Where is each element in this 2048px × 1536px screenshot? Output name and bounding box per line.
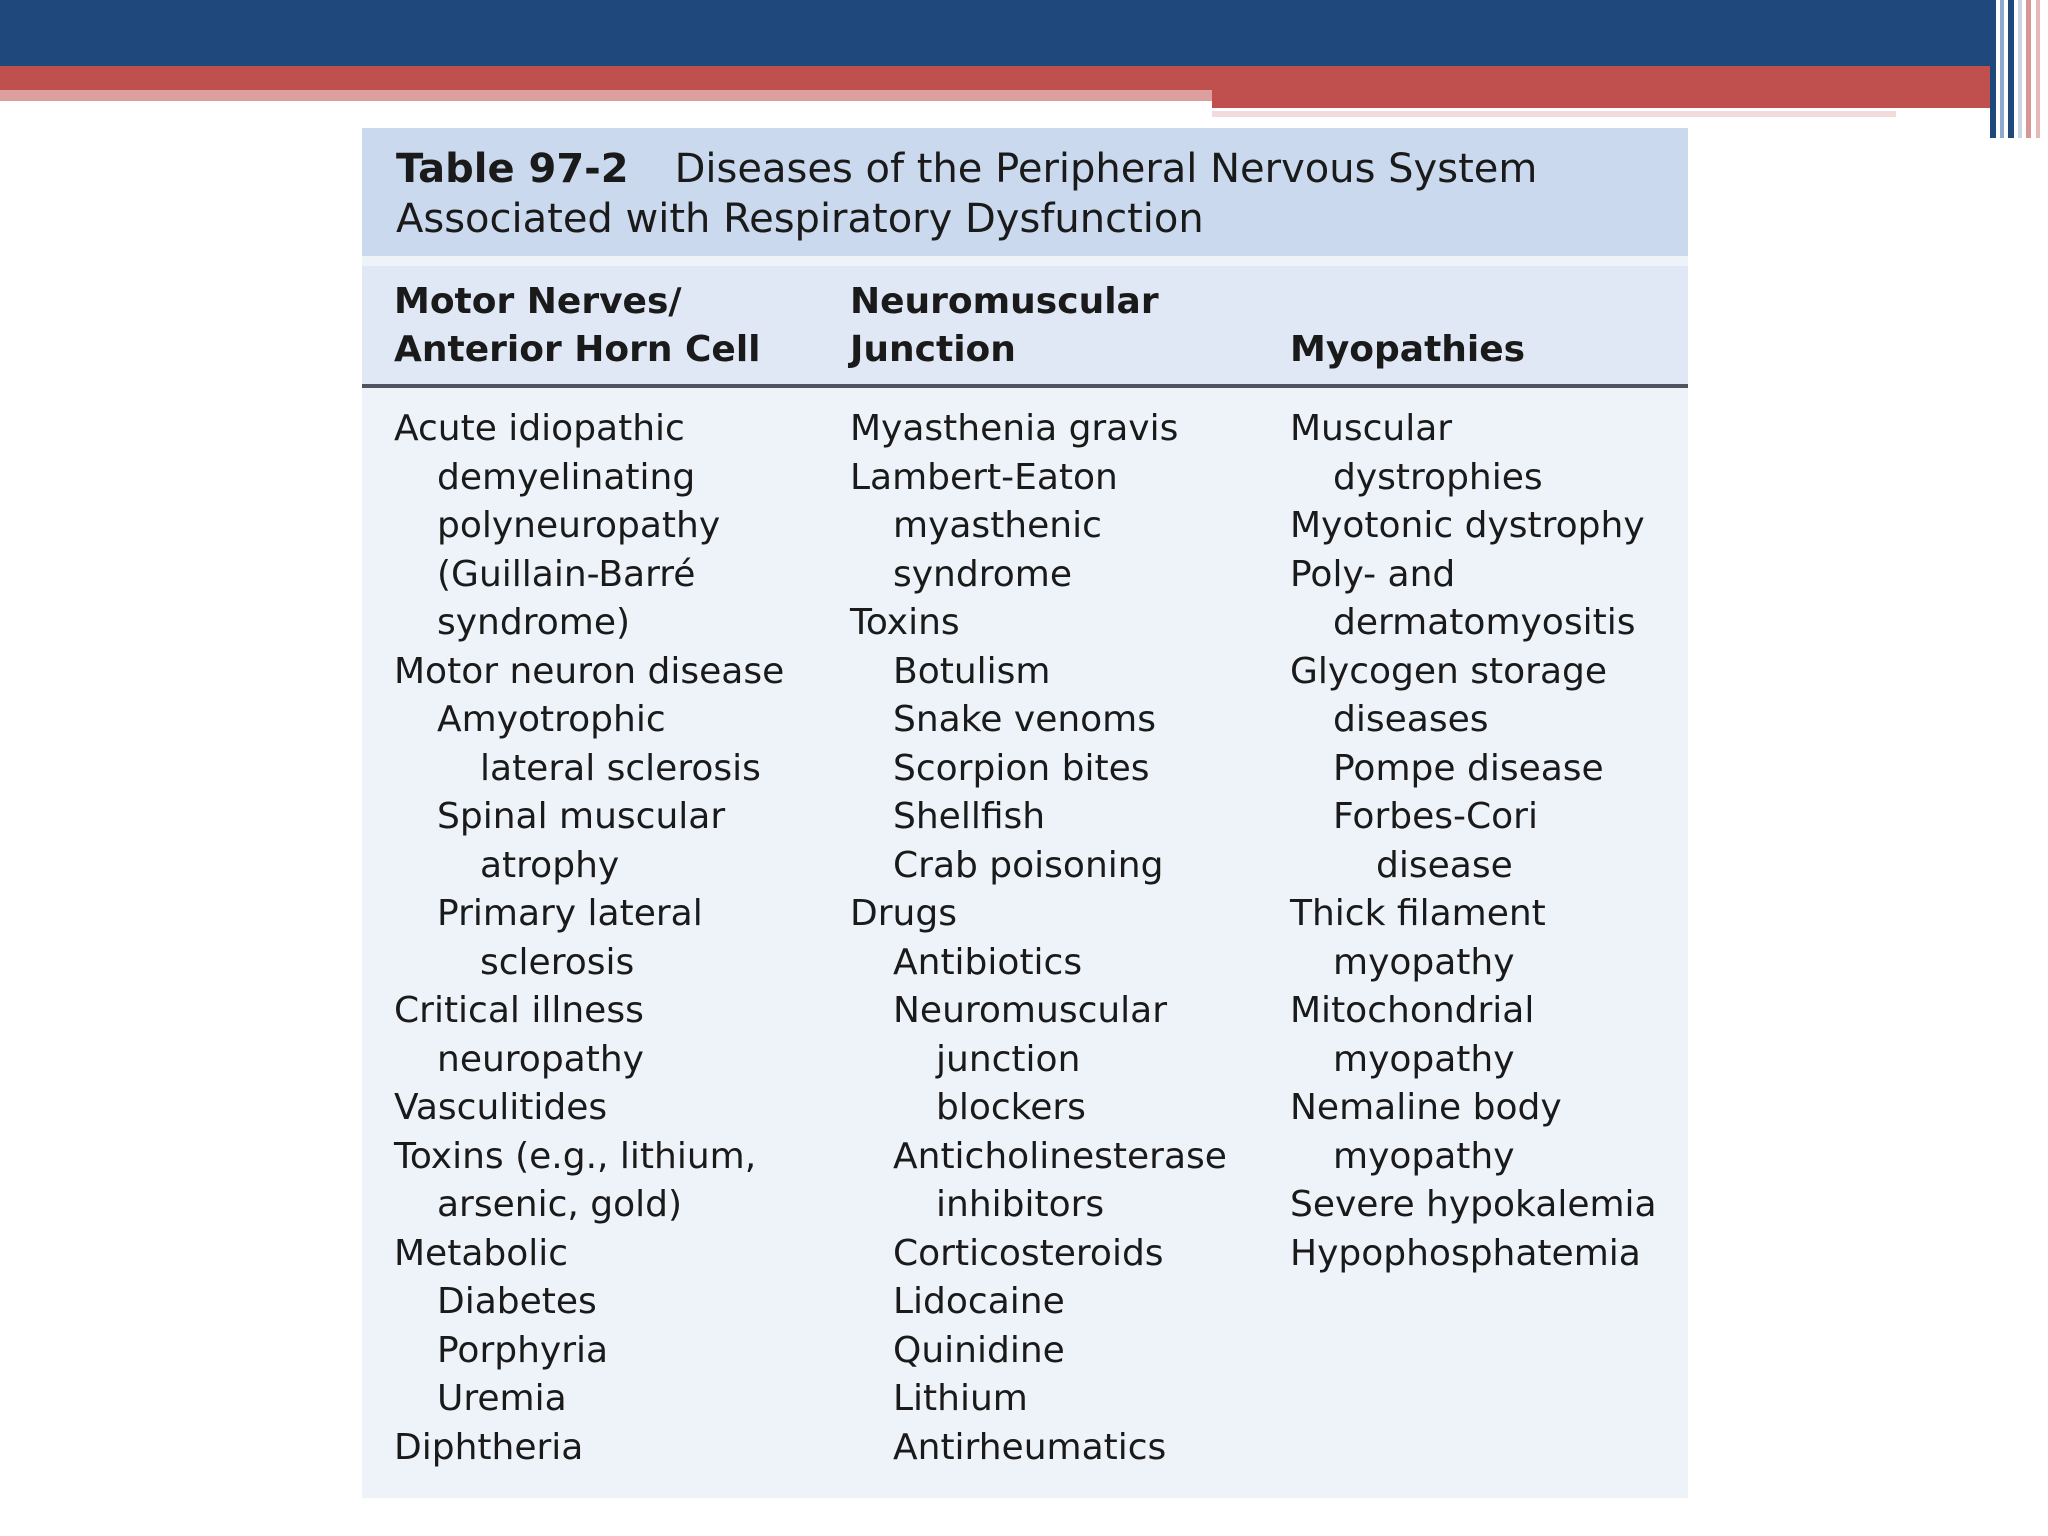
header-col-myopathies [1290,278,1525,374]
table-title-line-1 [396,144,1537,194]
table-cell-line: Amyotrophic [437,699,666,740]
header-col-neuromuscular [850,278,1159,374]
table-cell-line: Glycogen storage [1290,650,1608,692]
table-cell-line: polyneuropathy [437,505,721,546]
header-col-motor-nerves [394,278,761,374]
table-cell-line: Spinal muscular [437,796,726,837]
table-cell-line: Vasculitides [394,1087,608,1128]
table-cell-line: Shellfish [893,796,1046,837]
table-cell-line: Neuromuscular [893,990,1168,1031]
table-cell-line: Anticholinesterase [893,1135,1227,1177]
table-cell-line: Diabetes [437,1281,597,1322]
table-cell-line: Antibiotics [893,941,1083,983]
table-cell-line: Muscular [1290,408,1453,449]
table-cell-line: Antirheumatics [893,1426,1167,1468]
table-cell-line: Uremia [437,1378,567,1419]
header-bar-red-inner [0,90,1212,101]
header-col2-line2: Junction [850,329,1016,370]
header-col2-line1: Neuromuscular [850,281,1159,322]
table-cell-line: Hypophosphatemia [1290,1232,1641,1274]
table-cell-line: Severe hypokalemia [1290,1184,1657,1225]
header-col1-line1: Motor Nerves/ [394,281,682,322]
table-cell-line: Motor neuron disease [394,650,785,692]
column-neuromuscular [850,405,1227,1472]
table-cell-line: Thick filament [1290,893,1546,934]
table-title-text-1: Diseases of the Peripheral Nervous System [674,146,1538,192]
table-cell-line: Primary lateral [437,893,703,934]
header-bar-blue [0,0,1990,66]
table-number: Table 97-2 [396,146,629,192]
header-bar-red [0,66,1990,90]
header-bar-red-right [1212,90,1990,108]
table-title-line-2: Associated with Respiratory Dysfunction [396,196,1204,242]
table-cell-line: Drugs [850,893,957,934]
table-cell-line: syndrome [893,553,1072,595]
table-cell-line: Lambert-Eaton [850,456,1118,498]
table-cell-line: Porphyria [437,1329,609,1371]
table-cell-line: Toxins [850,602,960,643]
table-cell-line: Acute idiopathic [394,408,685,449]
table-cell-line: Myasthenia gravis [850,408,1179,449]
table-header-row [362,266,1688,388]
table-cell-line: Nemaline body [1290,1087,1562,1128]
column-motor-nerves [394,405,784,1472]
table-cell-line: demyelinating [437,456,696,498]
table-cell-line: Mitochondrial [1290,990,1535,1031]
table-cell-line: Pompe disease [1333,747,1604,789]
column-myopathies [1290,405,1657,1278]
table-cell-line: dystrophies [1333,456,1543,498]
table-cell-line: myopathy [1333,1038,1515,1080]
table-cell-line: inhibitors [936,1184,1105,1225]
table-cell-line: blockers [936,1087,1086,1128]
table-cell-line: Poly- and [1290,553,1456,595]
table-cell-line: Myotonic dystrophy [1290,505,1645,546]
table-cell-line: sclerosis [480,941,635,983]
table-cell-line: neuropathy [437,1038,644,1080]
table-cell-line: Crab poisoning [893,844,1164,886]
table-cell-line: myopathy [1333,941,1515,983]
table-cell-line: junction [936,1038,1081,1080]
table-cell-line: Forbes-Cori [1333,796,1538,837]
table-cell-line: Snake venoms [893,699,1157,740]
table-cell-line: diseases [1333,699,1489,740]
table-cell-line: arsenic, gold) [437,1184,683,1225]
table-cell-line: myopathy [1333,1135,1515,1177]
table-cell-line: Metabolic [394,1232,569,1274]
table-cell-line: Lithium [893,1378,1028,1419]
table-cell-line: (Guillain-Barré [437,553,696,595]
header-col1-line2: Anterior Horn Cell [394,329,761,370]
table-cell-line: Botulism [893,650,1051,692]
table-cell-line: syndrome) [437,602,631,643]
table-cell-line: Diphtheria [394,1426,584,1468]
table-cell-line: dermatomyositis [1333,602,1636,643]
header-bar-line [1212,111,1896,117]
table-cell-line: Corticosteroids [893,1232,1164,1274]
table-cell-line: Lidocaine [893,1281,1065,1322]
table-title-band [362,128,1688,256]
table-cell-line: Scorpion bites [893,747,1150,789]
table-cell-line: Quinidine [893,1329,1065,1371]
table-cell-line: disease [1376,844,1513,886]
table-cell-line: Toxins (e.g., lithium, [394,1135,757,1177]
header-col3-line1: Myopathies [1290,329,1526,370]
table-cell-line: Critical illness [394,990,644,1031]
table-figure [362,128,1688,1498]
header-right-stripes [1990,0,2048,138]
table-cell-line: myasthenic [893,505,1102,546]
table-cell-line: atrophy [480,844,620,886]
table-cell-line: lateral sclerosis [480,747,761,789]
